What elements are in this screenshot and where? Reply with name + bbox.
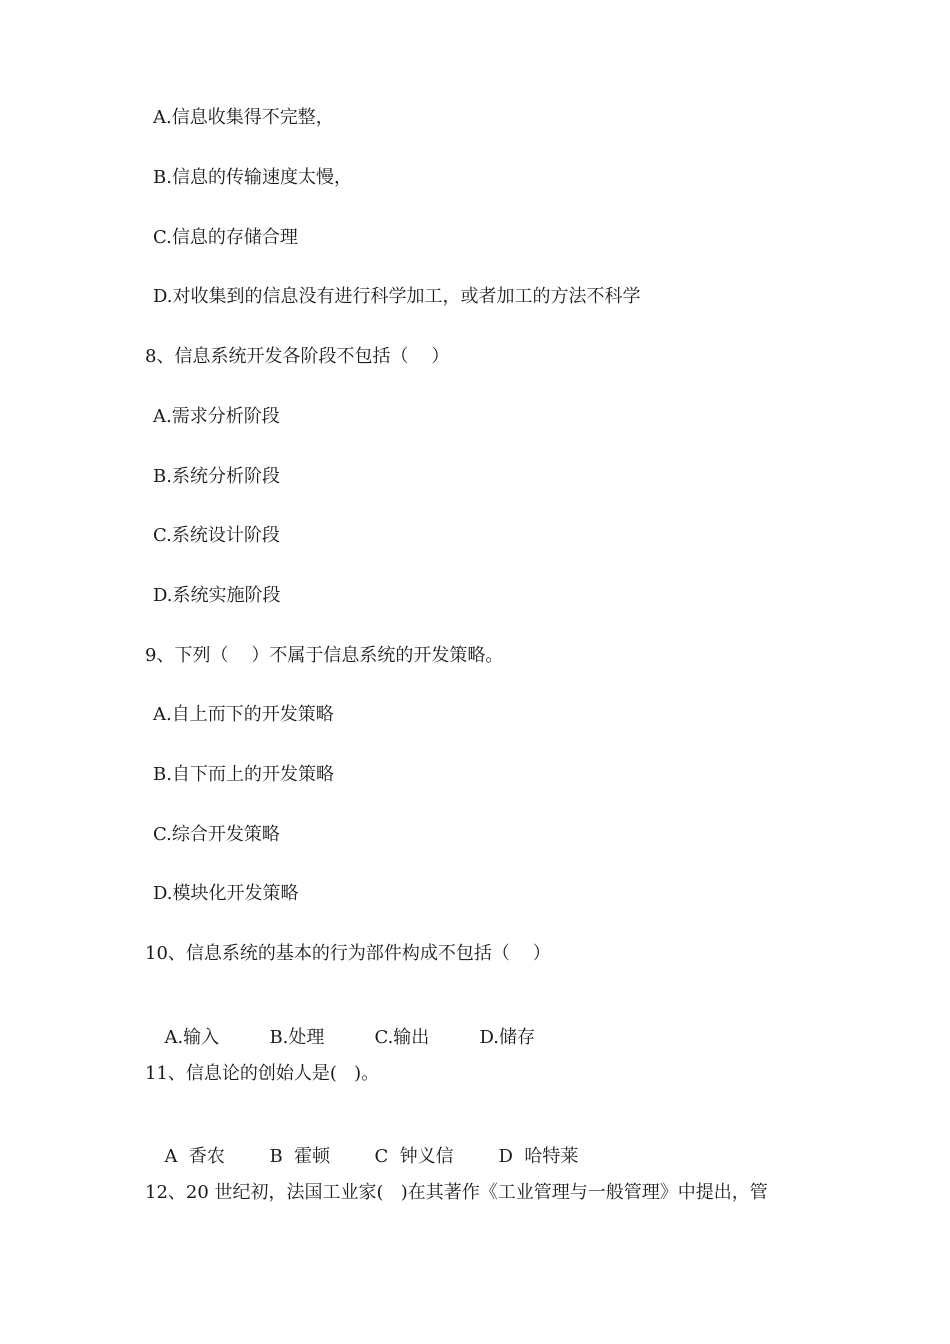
question-8: 8、信息系统开发各阶段不包括（ ） — [145, 346, 450, 367]
q10-option-a: A.输入 — [164, 1027, 220, 1048]
question-10: 10、信息系统的基本的行为部件构成不包括（ ） — [145, 943, 551, 964]
line-q8-option-c: C.系统设计阶段 — [153, 525, 280, 546]
q10-option-c: C.输出 — [374, 1027, 430, 1048]
question-12: 12、20 世纪初，法国工业家( )在其著作《工业管理与一般管理》中提出，管 — [145, 1182, 768, 1203]
question-9: 9、下列（ ）不属于信息系统的开发策略。 — [145, 645, 504, 666]
line-q8-option-d: D.系统实施阶段 — [153, 585, 281, 606]
line-q9-option-c: C.综合开发策略 — [153, 824, 280, 845]
line-q7-option-d: D.对收集到的信息没有进行科学加工，或者加工的方法不科学 — [153, 286, 641, 307]
q10-option-b: B.处理 — [269, 1027, 325, 1048]
q11-option-a: A 香农 — [164, 1146, 225, 1167]
line-q7-option-b: B.信息的传输速度太慢， — [153, 167, 352, 188]
line-q7-option-a: A.信息收集得不完整， — [153, 107, 334, 128]
q10-option-d: D.储存 — [479, 1027, 535, 1048]
line-q8-option-a: A.需求分析阶段 — [153, 406, 280, 427]
line-q8-option-b: B.系统分析阶段 — [153, 466, 280, 487]
line-q7-option-c: C.信息的存储合理 — [153, 227, 298, 248]
q11-option-d: D 哈特莱 — [498, 1146, 579, 1167]
line-q9-option-a: A.自上而下的开发策略 — [153, 704, 334, 725]
q10-options-row — [153, 1002, 535, 1050]
line-q9-option-b: B.自下而上的开发策略 — [153, 764, 334, 785]
q11-option-b: B 霍顿 — [269, 1146, 331, 1167]
question-11: 11、信息论的创始人是( )。 — [145, 1063, 380, 1084]
q11-option-c: C 钟义信 — [374, 1146, 454, 1167]
q11-options-row — [153, 1121, 578, 1169]
line-q9-option-d: D.模块化开发策略 — [153, 883, 299, 904]
